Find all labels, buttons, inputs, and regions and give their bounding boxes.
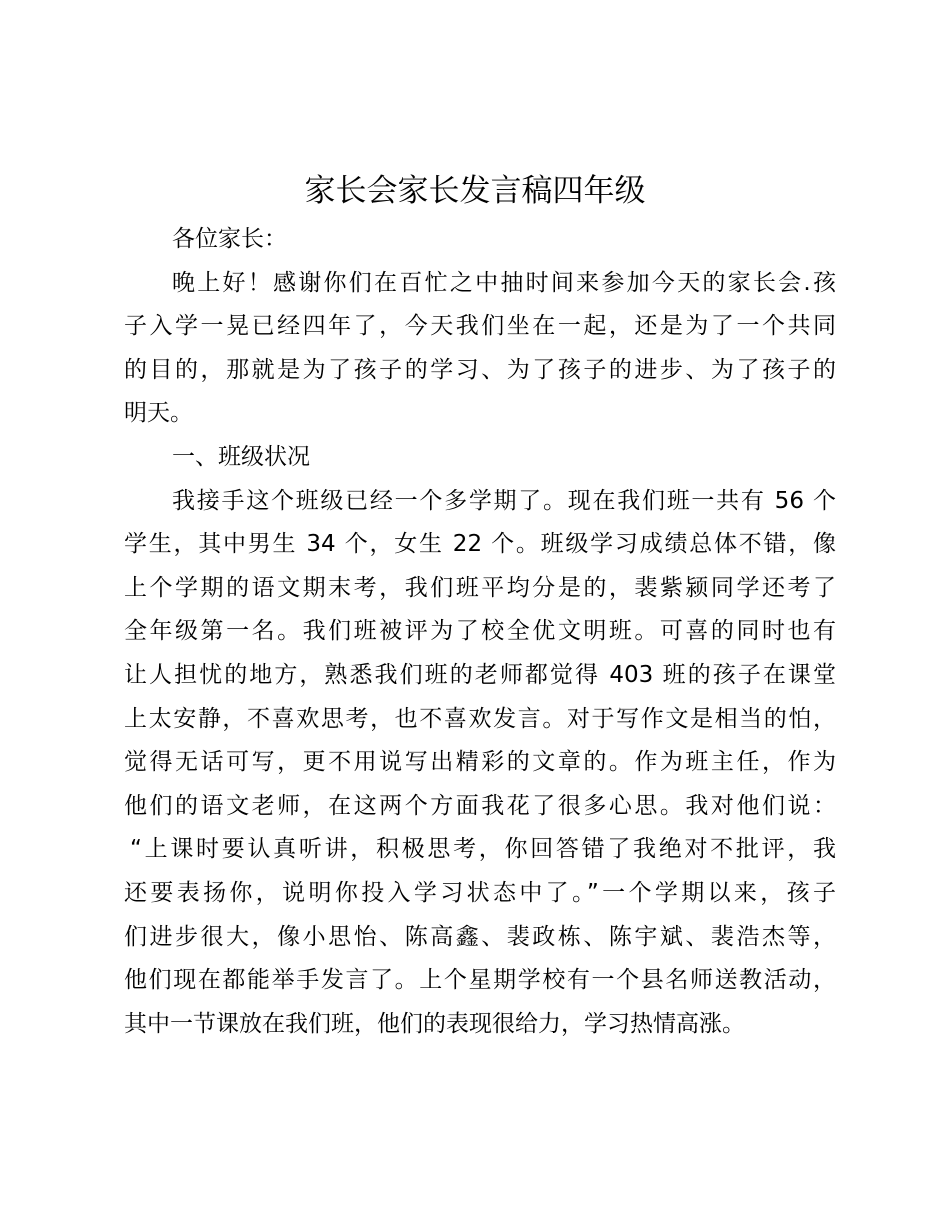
paragraph-line: 的目的，那就是为了孩子的学习、为了孩子的进步、为了孩子的 bbox=[124, 356, 836, 383]
paragraph-line: 他们的语文老师，在这两个方面我花了很多心思。我对他们说： bbox=[124, 792, 836, 819]
document-title: 家长会家长发言稿四年级 bbox=[304, 173, 646, 209]
paragraph-line: 让人担忧的地方，熟悉我们班的老师都觉得 403 班的孩子在课堂 bbox=[124, 661, 836, 688]
salutation-line: 各位家长： bbox=[172, 226, 287, 252]
paragraph-line: 觉得无话可写，更不用说写出精彩的文章的。作为班主任，作为 bbox=[124, 749, 836, 776]
document-body bbox=[124, 218, 836, 1046]
paragraph-line: 晚上好！感谢你们在百忙之中抽时间来参加今天的家长会.孩 bbox=[172, 269, 836, 296]
paragraph-line: 们进步很大，像小思怡、陈高鑫、裴政栋、陈宇斌、裴浩杰等， bbox=[124, 923, 836, 950]
paragraph-line: 明天。 bbox=[124, 400, 193, 427]
section-heading: 一、班级状况 bbox=[172, 443, 310, 470]
paragraph-line: 学生，其中男生 34 个，女生 22 个。班级学习成绩总体不错，像 bbox=[124, 531, 836, 558]
paragraph-line: “上课时要认真听讲，积极思考，你回答错了我绝对不批评，我 bbox=[130, 836, 836, 863]
paragraph-line: 还要表扬你，说明你投入学习状态中了。”一个学期以来，孩子 bbox=[124, 879, 836, 906]
paragraph-line: 上个学期的语文期末考，我们班平均分是的，裴紫颍同学还考了 bbox=[124, 574, 836, 601]
paragraph-line: 上太安静，不喜欢思考，也不喜欢发言。对于写作文是相当的怕， bbox=[124, 705, 836, 732]
paragraph-line: 他们现在都能举手发言了。上个星期学校有一个县名师送教活动， bbox=[124, 967, 836, 994]
paragraph-line: 子入学一晃已经四年了，今天我们坐在一起，还是为了一个共同 bbox=[124, 313, 836, 340]
paragraph-line: 其中一节课放在我们班，他们的表现很给力，学习热情高涨。 bbox=[124, 1010, 745, 1037]
paragraph-line: 我接手这个班级已经一个多学期了。现在我们班一共有 56 个 bbox=[172, 487, 836, 514]
paragraph-line: 全年级第一名。我们班被评为了校全优文明班。可喜的同时也有 bbox=[124, 618, 836, 645]
